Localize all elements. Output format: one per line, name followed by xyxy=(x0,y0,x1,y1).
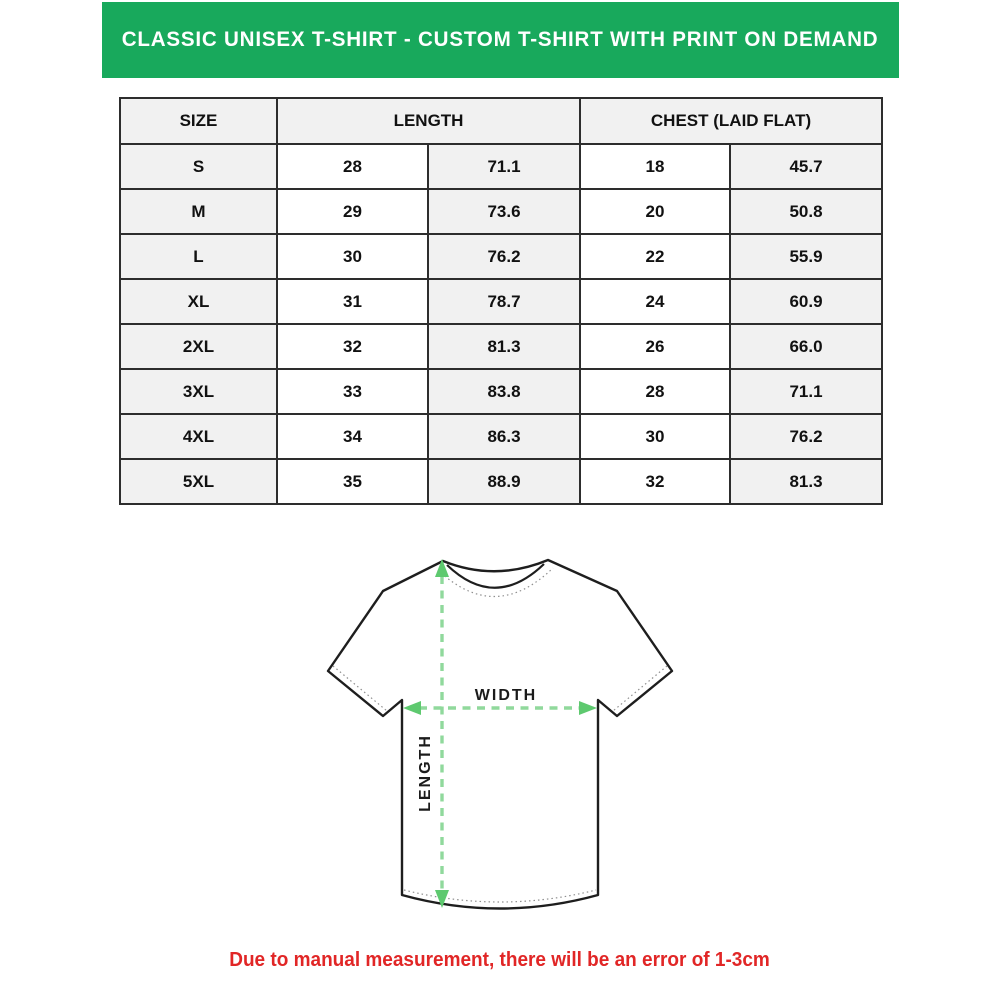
size-cell: L xyxy=(120,234,277,279)
width-label: WIDTH xyxy=(474,687,538,704)
chest-in-cell: 26 xyxy=(580,324,730,369)
table-row xyxy=(120,279,882,324)
length-cm-cell: 78.7 xyxy=(428,279,580,324)
table-header-row xyxy=(120,98,882,144)
chest-column-header: CHEST (LAID FLAT) xyxy=(580,98,882,144)
table-row xyxy=(120,189,882,234)
length-cm-cell: 76.2 xyxy=(428,234,580,279)
length-in-cell: 35 xyxy=(277,459,428,504)
table-row xyxy=(120,459,882,504)
chest-cm-cell: 81.3 xyxy=(730,459,882,504)
size-cell: S xyxy=(120,144,277,189)
measurement-note xyxy=(0,949,1000,972)
length-in-cell: 28 xyxy=(277,144,428,189)
chest-cm-cell: 55.9 xyxy=(730,234,882,279)
size-cell: XL xyxy=(120,279,277,324)
length-cm-cell: 81.3 xyxy=(428,324,580,369)
table-row xyxy=(120,369,882,414)
chest-in-cell: 30 xyxy=(580,414,730,459)
tshirt-outline xyxy=(328,560,672,909)
chest-in-cell: 20 xyxy=(580,189,730,234)
title-banner xyxy=(102,2,899,78)
table-row xyxy=(120,144,882,189)
chest-in-cell: 22 xyxy=(580,234,730,279)
length-cm-cell: 86.3 xyxy=(428,414,580,459)
table-row xyxy=(120,234,882,279)
length-in-cell: 31 xyxy=(277,279,428,324)
length-in-cell: 32 xyxy=(277,324,428,369)
length-label: LENGTH xyxy=(417,734,434,812)
chest-in-cell: 28 xyxy=(580,369,730,414)
chest-in-cell: 24 xyxy=(580,279,730,324)
tshirt-measurement-diagram xyxy=(318,550,682,918)
measurement-note-text: Due to manual measurement, there will be an error of 1-3cm xyxy=(229,949,771,971)
size-cell: 4XL xyxy=(120,414,277,459)
size-cell: M xyxy=(120,189,277,234)
size-table xyxy=(119,97,883,505)
chest-cm-cell: 45.7 xyxy=(730,144,882,189)
size-table-container xyxy=(119,97,883,505)
size-cell: 3XL xyxy=(120,369,277,414)
table-row xyxy=(120,414,882,459)
chest-cm-cell: 60.9 xyxy=(730,279,882,324)
length-cm-cell: 83.8 xyxy=(428,369,580,414)
page-title: CLASSIC UNISEX T-SHIRT - CUSTOM T-SHIRT WITH PRINT ON DEMAND xyxy=(122,28,879,51)
length-cm-cell: 73.6 xyxy=(428,189,580,234)
size-cell: 2XL xyxy=(120,324,277,369)
chest-cm-cell: 50.8 xyxy=(730,189,882,234)
size-column-header: SIZE xyxy=(120,98,277,144)
length-in-cell: 34 xyxy=(277,414,428,459)
chest-in-cell: 18 xyxy=(580,144,730,189)
size-cell: 5XL xyxy=(120,459,277,504)
chest-in-cell: 32 xyxy=(580,459,730,504)
chest-cm-cell: 71.1 xyxy=(730,369,882,414)
length-cm-cell: 88.9 xyxy=(428,459,580,504)
length-in-cell: 30 xyxy=(277,234,428,279)
length-in-cell: 29 xyxy=(277,189,428,234)
chest-cm-cell: 76.2 xyxy=(730,414,882,459)
length-in-cell: 33 xyxy=(277,369,428,414)
chest-cm-cell: 66.0 xyxy=(730,324,882,369)
length-cm-cell: 71.1 xyxy=(428,144,580,189)
table-row xyxy=(120,324,882,369)
length-column-header: LENGTH xyxy=(277,98,580,144)
